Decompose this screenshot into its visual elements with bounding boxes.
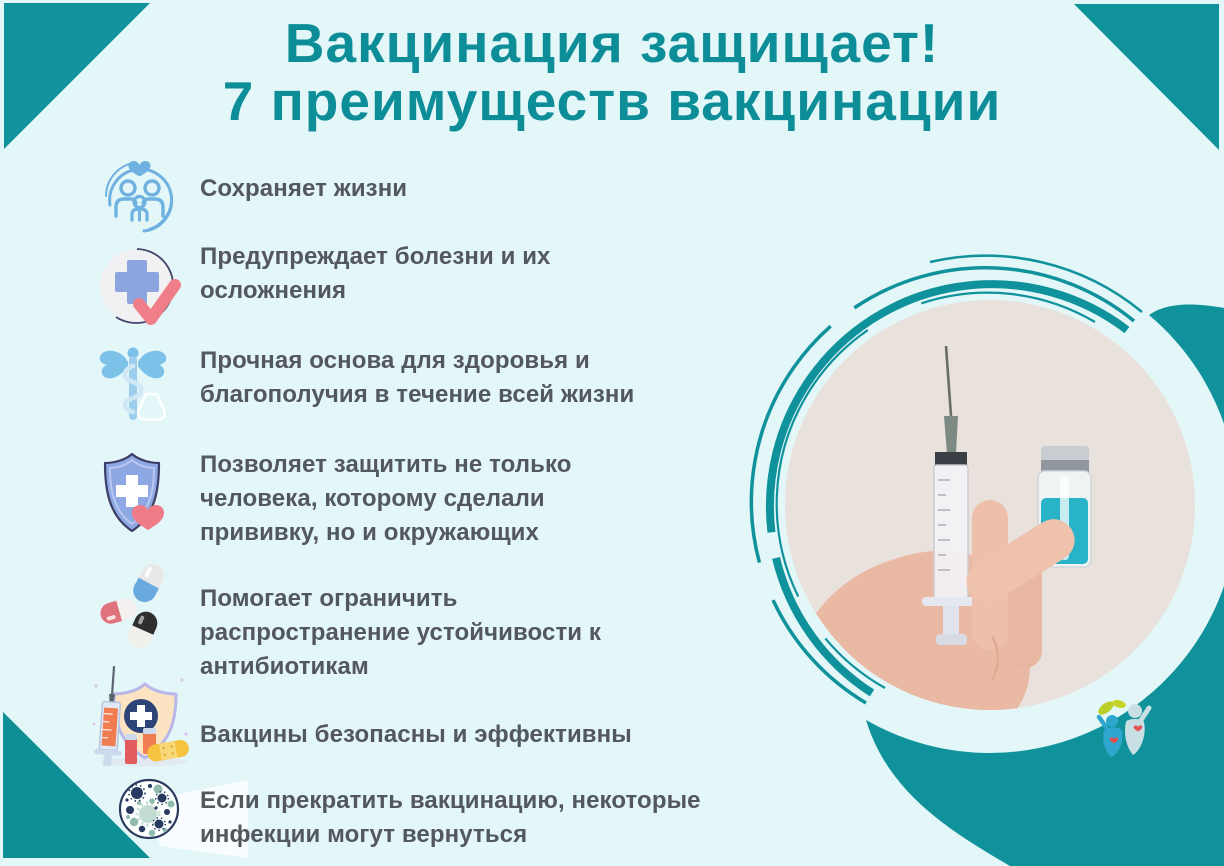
benefit-text-1: Сохраняет жизни xyxy=(200,175,408,202)
poster-title-line1: Вакцинация защищает! xyxy=(284,12,940,74)
antibiotic-pills-icon xyxy=(98,558,180,659)
shield-cross-heart-icon xyxy=(101,450,167,547)
benefit-text-7: Если прекратить вакцинацию, некоторые инфекции могут вернуться xyxy=(200,787,701,848)
family-heart-icon xyxy=(97,150,182,243)
benefit-text-5: Помогает ограничить распространение устойчивости к антибиотикам xyxy=(200,585,602,680)
poster-title xyxy=(0,14,1224,130)
syringe-shield-icon xyxy=(88,664,192,774)
benefit-text-2: Предупреждает болезни и их осложнения xyxy=(200,243,551,304)
cross-checkmark-icon xyxy=(95,243,187,340)
benefit-text-3: Прочная основа для здоровья и благополучия в течение всей жизни xyxy=(200,347,635,408)
poster-title-line2: 7 преимуществ вакцинации xyxy=(222,70,1002,132)
benefit-text-6: Вакцины безопасны и эффективны xyxy=(200,721,632,748)
benefit-text-4: Позволяет защитить не только человека, которому сделали прививку, но и окружающих xyxy=(200,451,572,546)
petri-dish-viruses-icon xyxy=(117,777,181,846)
caduceus-icon xyxy=(92,342,174,439)
